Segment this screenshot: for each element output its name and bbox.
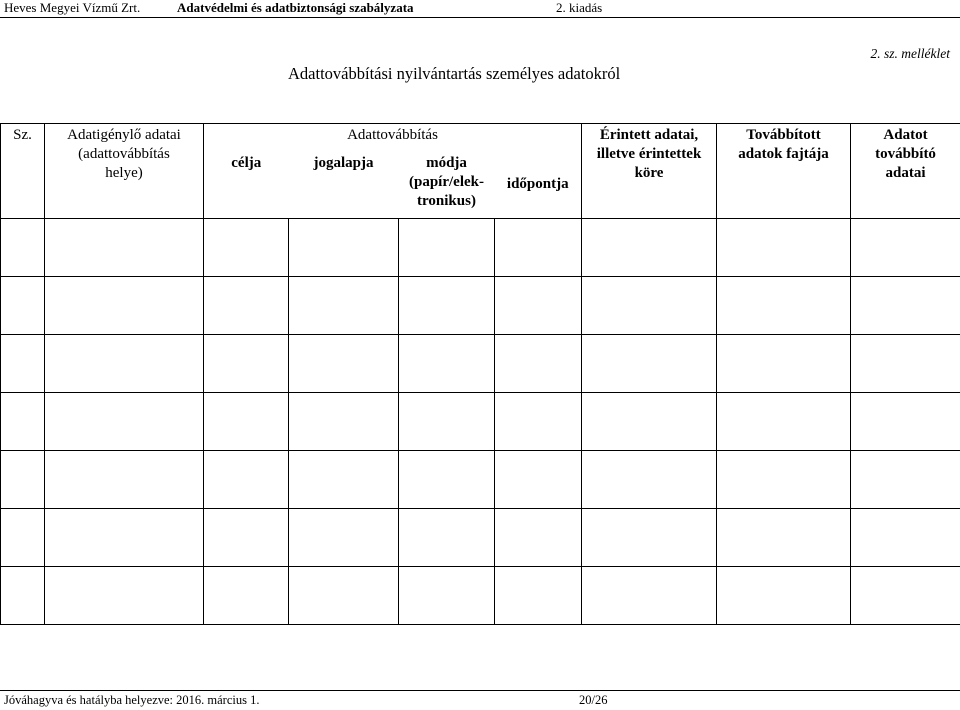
table-cell[interactable]: [1, 567, 45, 625]
table-row: [1, 335, 960, 393]
column-header-number: Sz.: [1, 124, 45, 219]
annex-label: 2. sz. melléklet: [870, 46, 950, 61]
table-cell[interactable]: [582, 393, 717, 451]
table-cell[interactable]: [399, 277, 495, 335]
table-cell[interactable]: [717, 393, 851, 451]
table-cell[interactable]: [851, 393, 960, 451]
header-document-title: Adatvédelmi és adatbiztonsági szabályzata: [177, 0, 414, 15]
table-cell[interactable]: [289, 219, 399, 277]
table-cell[interactable]: [1, 509, 45, 567]
table-cell[interactable]: [582, 509, 717, 567]
table-cell[interactable]: [204, 335, 289, 393]
table-cell[interactable]: [204, 509, 289, 567]
table-row: [1, 219, 960, 277]
page-title: Adattovábbítási nyilvántartás személyes adatokról: [288, 64, 621, 83]
table-cell[interactable]: [289, 335, 399, 393]
table-cell[interactable]: [495, 567, 582, 625]
table-row: [1, 567, 960, 625]
table-cell[interactable]: [582, 335, 717, 393]
column-header-time: időpontja: [495, 148, 582, 219]
table-cell[interactable]: [717, 509, 851, 567]
table-row: [1, 277, 960, 335]
footer-approval-date: Jóváhagyva és hatályba helyezve: 2016. március 1.: [4, 693, 260, 707]
table-cell[interactable]: [45, 451, 204, 509]
table-cell[interactable]: [495, 335, 582, 393]
table-cell[interactable]: [1, 219, 45, 277]
table-cell[interactable]: [717, 567, 851, 625]
column-group-transfer: Adattovábbítás: [204, 124, 582, 149]
table-cell[interactable]: [204, 219, 289, 277]
table-cell[interactable]: [495, 393, 582, 451]
table-cell[interactable]: [582, 277, 717, 335]
table-cell[interactable]: [399, 219, 495, 277]
table-cell[interactable]: [399, 509, 495, 567]
table-cell[interactable]: [851, 219, 960, 277]
header-organization: Heves Megyei Vízmű Zrt.: [4, 0, 141, 15]
column-header-sender: Adatot továbbító adatai: [851, 124, 960, 219]
column-header-requester: Adatigénylő adatai (adattovábbítás helye): [45, 124, 204, 219]
table-cell[interactable]: [289, 567, 399, 625]
table-cell[interactable]: [204, 567, 289, 625]
column-header-data-type: Továbbított adatok fajtája: [717, 124, 851, 219]
table-header-row: [1, 124, 960, 149]
table-cell[interactable]: [851, 335, 960, 393]
table-cell[interactable]: [399, 335, 495, 393]
column-header-legal-basis: jogalapja: [289, 148, 399, 219]
footer-page-number: 20/26: [579, 693, 608, 707]
table-row: [1, 509, 960, 567]
table-cell[interactable]: [399, 567, 495, 625]
column-header-method: módja (papír/elek- tronikus): [399, 148, 495, 219]
table-cell[interactable]: [399, 393, 495, 451]
table-cell[interactable]: [45, 335, 204, 393]
table-cell[interactable]: [289, 451, 399, 509]
header-edition: 2. kiadás: [556, 0, 603, 15]
page-header: [0, 0, 960, 16]
table-cell[interactable]: [45, 219, 204, 277]
table-cell[interactable]: [495, 509, 582, 567]
table-cell[interactable]: [289, 509, 399, 567]
table-cell[interactable]: [289, 277, 399, 335]
table-row: [1, 393, 960, 451]
table-cell[interactable]: [851, 567, 960, 625]
table-body: [1, 219, 960, 625]
table-cell[interactable]: [495, 219, 582, 277]
table-cell[interactable]: [204, 277, 289, 335]
table-cell[interactable]: [717, 219, 851, 277]
table-cell[interactable]: [717, 451, 851, 509]
table-cell[interactable]: [582, 451, 717, 509]
table-cell[interactable]: [582, 219, 717, 277]
table-cell[interactable]: [45, 567, 204, 625]
table-row: [1, 451, 960, 509]
table-cell[interactable]: [717, 335, 851, 393]
table-cell[interactable]: [851, 509, 960, 567]
column-header-purpose: célja: [204, 148, 289, 219]
table-cell[interactable]: [717, 277, 851, 335]
table-cell[interactable]: [1, 393, 45, 451]
table-cell[interactable]: [1, 335, 45, 393]
table-cell[interactable]: [289, 393, 399, 451]
transfer-register-table: [0, 123, 960, 625]
table-cell[interactable]: [1, 277, 45, 335]
table-cell[interactable]: [399, 451, 495, 509]
table-cell[interactable]: [45, 509, 204, 567]
table-cell[interactable]: [582, 567, 717, 625]
table-cell[interactable]: [1, 451, 45, 509]
column-header-affected: Érintett adatai, illetve érintettek köre: [582, 124, 717, 219]
table-cell[interactable]: [851, 277, 960, 335]
table-cell[interactable]: [45, 393, 204, 451]
table-cell[interactable]: [45, 277, 204, 335]
footer-divider: [0, 690, 960, 691]
table-cell[interactable]: [204, 393, 289, 451]
table-cell[interactable]: [204, 451, 289, 509]
table-cell[interactable]: [495, 277, 582, 335]
table-cell[interactable]: [495, 451, 582, 509]
header-divider: [0, 17, 960, 18]
table-cell[interactable]: [851, 451, 960, 509]
